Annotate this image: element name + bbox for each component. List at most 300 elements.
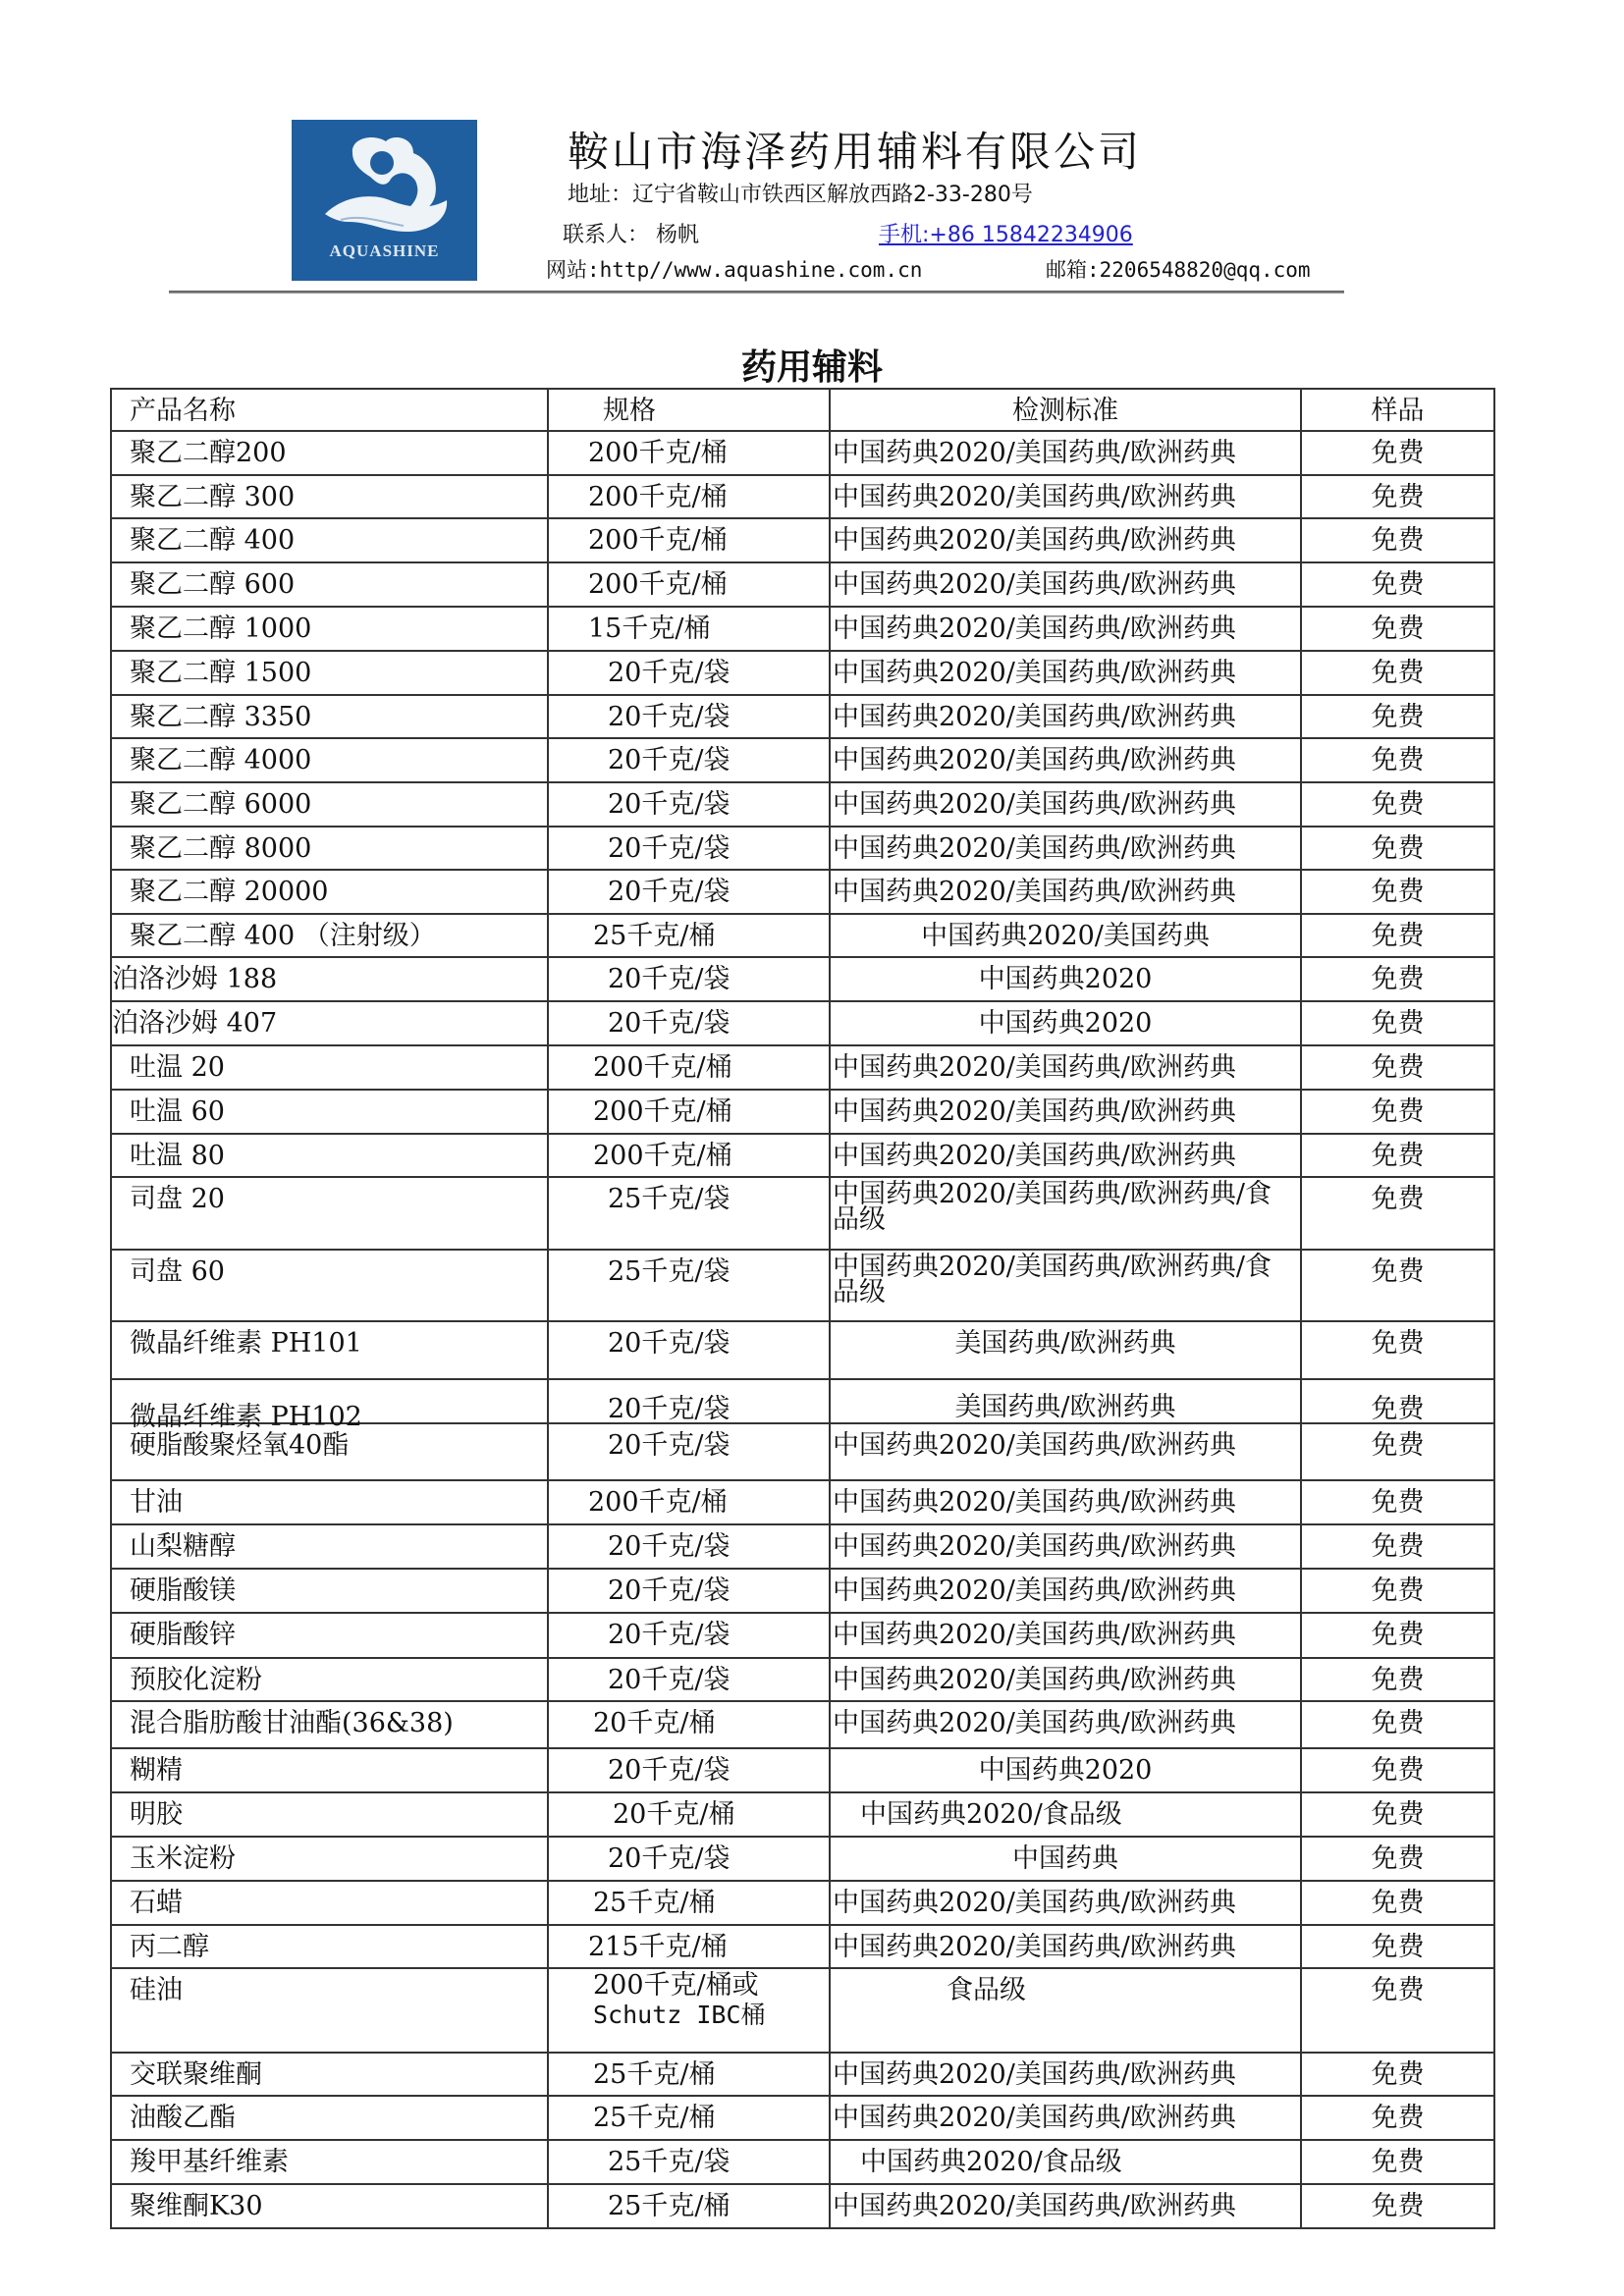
table-row [110,1838,1495,1882]
product-name: 山梨糖醇 [130,1531,236,1562]
product-name: 聚乙二醇 1500 [130,658,312,688]
table-row [110,958,1495,1002]
product-standard-cell [831,1614,1302,1657]
table-row [110,1702,1495,1749]
product-spec-cell [549,432,831,474]
product-spec: 200千克/桶 [588,438,728,468]
product-name-cell [110,958,549,1000]
product-spec: 20千克/桶 [613,1799,735,1830]
product-spec-cell [549,2185,831,2227]
table-row [110,2097,1495,2141]
product-spec-cell [549,871,831,913]
product-spec-cell [549,1969,831,2052]
website: 网站:http//www.aquashine.com.cn [546,258,923,282]
company-address: 地址：辽宁省鞍山市铁西区解放西路2-33-280号 [568,183,1033,207]
product-standard: 中国药典2020/食品级 [860,2147,1122,2177]
product-name-cell [110,1135,549,1176]
table-row [110,1091,1495,1135]
product-name: 司盘 20 [130,1184,225,1214]
product-standard: 中国药典2020/美国药典/欧洲药典 [833,2103,1236,2133]
product-name-cell [110,1749,549,1791]
product-sample-cell [1302,1614,1495,1657]
product-sample-cell [1302,739,1495,781]
product-name-cell [110,1969,549,2052]
product-standard-cell [831,1322,1302,1378]
product-spec-cell [549,1702,831,1747]
product-spec: 200千克/桶 [593,1096,732,1127]
sample-status: 免费 [1371,964,1425,994]
product-sample-cell [1302,783,1495,826]
table-row [110,2185,1495,2229]
product-spec-cell [549,563,831,606]
product-standard: 中国药典2020/美国药典/欧洲药典 [833,877,1236,907]
contact-person: 联系人： 杨帆 [563,223,699,247]
product-standard-cell [831,1135,1302,1176]
product-spec-cell [549,476,831,517]
product-name-cell [110,1046,549,1089]
product-spec: 20千克/袋 [608,1008,731,1039]
header-product-name [110,390,549,430]
product-spec-cell [549,958,831,1000]
table-row [110,915,1495,958]
product-spec-cell [549,1838,831,1880]
product-standard: 中国药典2020/美国药典/欧洲药典 [833,702,1236,732]
company-logo [292,120,477,281]
sample-status: 免费 [1371,482,1425,512]
sample-status: 免费 [1371,1430,1425,1461]
product-name-cell [110,696,549,737]
product-name-cell [110,783,549,826]
product-spec: 215千克/桶 [588,1932,728,1962]
product-standard-cell [831,476,1302,517]
header-standard [831,390,1302,430]
product-name-cell [110,2141,549,2183]
table-row [110,696,1495,739]
product-name-cell [110,1838,549,1880]
product-sample-cell [1302,1702,1495,1747]
table-row [110,1749,1495,1793]
product-name-cell [110,519,549,561]
product-name-cell [110,1380,549,1432]
product-name: 硬脂酸镁 [130,1575,236,1606]
sample-status: 免费 [1371,2147,1425,2177]
product-standard: 中国药典2020/美国药典/欧洲药典 [833,745,1236,775]
product-spec: 25千克/桶 [593,1888,716,1918]
product-standard: 中国药典2020 [978,964,1153,994]
product-spec-cell [549,1424,831,1479]
product-name: 聚乙二醇 20000 [130,877,329,907]
product-standard: 中国药典2020/美国药典/欧洲药典 [833,2059,1236,2090]
product-name-cell [110,1322,549,1378]
sample-status: 免费 [1371,525,1425,556]
product-standard-cell [831,1702,1302,1747]
product-standard: 中国药典2020/美国药典/欧洲药典 [833,482,1236,512]
product-name-cell [110,871,549,913]
product-standard-cell [831,432,1302,474]
product-standard: 中国药典2020/美国药典/欧洲药典 [833,789,1236,820]
product-standard: 中国药典2020/美国药典/欧洲药典 [833,1430,1236,1461]
product-sample-cell [1302,1380,1495,1422]
product-name: 羧甲基纤维素 [130,2147,289,2177]
table-header [110,388,1495,432]
sample-status: 免费 [1371,789,1425,820]
table-row [110,1251,1495,1322]
product-standard: 中国药典2020/美国药典/欧洲药典 [833,1531,1236,1562]
product-sample-cell [1302,1251,1495,1320]
product-standard-cell [831,1091,1302,1133]
sample-status: 免费 [1371,1096,1425,1127]
product-standard: 中国药典2020/食品级 [860,1799,1122,1830]
product-spec-cell [549,1178,831,1249]
product-sample-cell [1302,2141,1495,2183]
product-spec-cell [549,1570,831,1612]
table-row [110,608,1495,652]
sample-status: 免费 [1371,658,1425,688]
sample-status: 免费 [1371,1888,1425,1918]
product-standard: 中国药典2020/美国药典/欧洲药典 [833,438,1236,468]
sample-status: 免费 [1371,1141,1425,1171]
product-standard-cell [831,1380,1302,1422]
product-spec: 20千克/袋 [608,1843,731,1874]
product-spec-cell [549,1614,831,1657]
product-standard: 中国药典2020/美国药典/欧洲药典 [833,1052,1236,1083]
product-name-cell [110,476,549,517]
table-row [110,432,1495,476]
product-spec-cell [549,1926,831,1967]
product-name: 硬脂酸聚烃氧40酯 [130,1430,350,1461]
product-sample-cell [1302,1481,1495,1523]
product-name: 丙二醇 [130,1932,209,1962]
product-name-cell [110,1091,549,1133]
product-spec-cell [549,2097,831,2139]
product-standard: 中国药典2020/美国药典/欧洲药典 [833,569,1236,600]
product-name: 泊洛沙姆 188 [112,964,278,994]
product-standard-cell [831,1926,1302,1967]
product-name: 聚乙二醇 400 （注射级） [130,921,436,951]
product-spec-cell [549,1380,831,1422]
phone-link[interactable]: 手机:+86 15842234906 [879,223,1133,247]
product-name: 聚乙二醇200 [130,438,287,468]
product-sample-cell [1302,432,1495,474]
product-name-cell [110,828,549,869]
table-row [110,1481,1495,1525]
sample-status: 免费 [1371,1531,1425,1562]
product-spec-cell [549,783,831,826]
product-spec: 200千克/桶 [588,1487,728,1518]
product-spec-cell [549,1322,831,1378]
product-standard-cell [831,828,1302,869]
sample-status: 免费 [1371,702,1425,732]
product-spec: 20千克/袋 [608,745,731,775]
table-row [110,1135,1495,1178]
product-spec: 200千克/桶 [588,482,728,512]
column-header-label: 检测标准 [1012,396,1118,426]
product-name-cell [110,1702,549,1747]
company-name: 鞍山市海泽药用辅料有限公司 [568,128,1143,176]
product-spec-cell [549,1046,831,1089]
product-spec: 20千克/袋 [608,1575,731,1606]
product-standard-cell [831,2141,1302,2183]
product-name-cell [110,608,549,650]
product-name-cell [110,1424,549,1479]
sample-status: 免费 [1371,1975,1425,2005]
product-standard: 中国药典2020/美国药典/欧洲药典 [833,833,1236,864]
sample-status: 免费 [1371,833,1425,864]
table-row [110,1659,1495,1702]
document-title [0,340,1624,390]
product-spec-cell [549,608,831,650]
table-row [110,652,1495,696]
sample-status: 免费 [1371,1008,1425,1039]
product-standard-cell [831,696,1302,737]
sample-status: 免费 [1371,614,1425,644]
product-spec: 200千克/桶 [588,569,728,600]
product-standard: 中国药典2020/美国药典/欧洲药典 [833,1620,1236,1650]
product-spec: 20千克/袋 [608,1394,731,1424]
product-name-cell [110,1614,549,1657]
product-spec: 20千克/桶 [593,1708,716,1738]
product-sample-cell [1302,1091,1495,1133]
product-name: 预胶化淀粉 [130,1665,262,1695]
product-standard: 中国药典2020/美国药典/欧洲药典 [833,1575,1236,1606]
product-standard: 中国药典2020/美国药典/欧洲药典 [833,614,1236,644]
table-row [110,1882,1495,1926]
product-name-cell [110,739,549,781]
product-spec: 20千克/袋 [608,877,731,907]
product-standard: 美国药典/欧洲药典 [954,1392,1176,1422]
product-name-cell [110,1882,549,1924]
product-sample-cell [1302,696,1495,737]
product-sample-cell [1302,1002,1495,1044]
product-standard-cell [831,739,1302,781]
product-standard-cell [831,519,1302,561]
document-title-text: 药用辅料 [740,347,883,388]
sample-status: 免费 [1371,1328,1425,1359]
product-sample-cell [1302,563,1495,606]
product-standard-cell [831,1046,1302,1089]
table-row [110,1002,1495,1046]
sample-status: 免费 [1371,1665,1425,1695]
product-standard: 中国药典2020/美国药典/欧洲药典 [833,525,1236,556]
product-name: 聚乙二醇 400 [130,525,296,556]
product-name-cell [110,1793,549,1836]
product-standard: 中国药典2020/美国药典/欧洲药典/食品级 [833,1179,1272,1235]
product-standard: 中国药典2020/美国药典/欧洲药典 [833,1888,1236,1918]
product-name: 泊洛沙姆 407 [112,1008,278,1039]
product-name: 聚乙二醇 600 [130,569,296,600]
table-row [110,1322,1495,1380]
product-name-cell [110,1481,549,1523]
product-standard-cell [831,1659,1302,1700]
product-spec-cell [549,1749,831,1791]
product-spec: 25千克/桶 [593,2103,716,2133]
product-standard-cell [831,563,1302,606]
product-standard: 美国药典/欧洲药典 [954,1328,1176,1359]
product-spec-cell [549,739,831,781]
product-sample-cell [1302,828,1495,869]
product-sample-cell [1302,2185,1495,2227]
product-standard-cell [831,2097,1302,2139]
product-name: 混合脂肪酸甘油酯(36&38) [130,1708,454,1738]
product-sample-cell [1302,1838,1495,1880]
product-sample-cell [1302,1424,1495,1479]
product-spec: 25千克/桶 [593,2059,716,2090]
product-standard: 中国药典2020/美国药典/欧洲药典 [833,1141,1236,1171]
sample-status: 免费 [1371,1575,1425,1606]
product-name: 聚乙二醇 4000 [130,745,312,775]
product-name-cell [110,1251,549,1320]
product-name: 聚乙二醇 6000 [130,789,312,820]
sample-status: 免费 [1371,745,1425,775]
product-spec: 20千克/袋 [608,789,731,820]
product-name: 聚维酮K30 [130,2191,263,2221]
header-sample [1302,390,1495,430]
sample-status: 免费 [1371,1755,1425,1786]
product-name: 硬脂酸锌 [130,1620,236,1650]
product-name: 油酸乙酯 [130,2103,236,2133]
product-spec-cell [549,1793,831,1836]
product-name: 玉米淀粉 [130,1843,236,1874]
product-sample-cell [1302,2054,1495,2095]
product-sample-cell [1302,1525,1495,1568]
product-spec: 25千克/桶 [593,921,716,951]
product-sample-cell [1302,519,1495,561]
sample-status: 免费 [1371,921,1425,951]
product-sample-cell [1302,476,1495,517]
product-spec-cell [549,828,831,869]
product-standard-cell [831,652,1302,694]
product-spec: 15千克/桶 [588,614,711,644]
product-sample-cell [1302,1969,1495,2052]
product-standard-cell [831,1749,1302,1791]
sample-status: 免费 [1371,1052,1425,1083]
table-row [110,476,1495,519]
product-standard-cell [831,1002,1302,1044]
product-standard: 中国药典 [1012,1843,1118,1874]
product-spec-cell [549,652,831,694]
product-standard: 中国药典2020 [978,1755,1153,1786]
product-standard-cell [831,1882,1302,1924]
table-row [110,1614,1495,1659]
product-name: 甘油 [130,1487,183,1518]
product-spec-cell [549,1135,831,1176]
product-name: 聚乙二醇 300 [130,482,296,512]
product-standard-cell [831,1251,1302,1320]
sample-status: 免费 [1371,1620,1425,1650]
product-spec: 25千克/袋 [608,1184,731,1214]
column-header-label: 规格 [603,396,656,426]
product-standard-cell [831,1481,1302,1523]
product-sample-cell [1302,871,1495,913]
product-name: 聚乙二醇 1000 [130,614,312,644]
product-sample-cell [1302,1749,1495,1791]
product-sample-cell [1302,1178,1495,1249]
product-sample-cell [1302,958,1495,1000]
product-sample-cell [1302,1135,1495,1176]
product-name: 交联聚维酮 [130,2059,262,2090]
table-row [110,1793,1495,1838]
sample-status: 免费 [1371,1256,1425,1287]
sample-status: 免费 [1371,1487,1425,1518]
product-standard: 食品级 [947,1975,1026,2005]
product-sample-cell [1302,2097,1495,2139]
product-standard-cell [831,1793,1302,1836]
header-spec [549,390,831,430]
product-name-cell [110,1659,549,1700]
product-spec: 200千克/桶 [588,525,728,556]
product-name: 吐温 20 [130,1052,225,1083]
table-row [110,2141,1495,2185]
product-spec-alt: Schutz IBC桶 [593,2001,766,2029]
table-row [110,783,1495,828]
table-row [110,519,1495,563]
product-standard-cell [831,1838,1302,1880]
product-name-cell [110,563,549,606]
sample-status: 免费 [1371,1708,1425,1738]
product-spec: 20千克/袋 [608,1531,731,1562]
table-row [110,1969,1495,2054]
product-standard-cell [831,1969,1302,2052]
product-spec: 20千克/袋 [608,1755,731,1786]
table-row [110,1570,1495,1614]
product-name: 硅油 [130,1975,183,2005]
column-header-label: 样品 [1371,396,1425,426]
product-name-cell [110,2054,549,2095]
sample-status: 免费 [1371,569,1425,600]
product-spec-cell [549,519,831,561]
header-divider [169,291,1344,294]
product-standard-cell [831,915,1302,956]
product-sample-cell [1302,608,1495,650]
product-spec: 20千克/袋 [608,1665,731,1695]
table-row [110,739,1495,783]
product-spec: 20千克/袋 [608,658,731,688]
product-spec-cell [549,2054,831,2095]
product-spec: 200千克/桶 [593,1141,732,1171]
product-standard: 中国药典2020/美国药典/欧洲药典 [833,658,1236,688]
product-sample-cell [1302,1793,1495,1836]
sample-status: 免费 [1371,1394,1425,1424]
product-standard: 中国药典2020/美国药典/欧洲药典 [833,1665,1236,1695]
product-standard-cell [831,958,1302,1000]
table-row [110,1380,1495,1432]
product-standard-cell [831,1570,1302,1612]
product-spec: 25千克/袋 [608,1256,731,1287]
product-name: 吐温 80 [130,1141,225,1171]
product-standard-cell [831,2185,1302,2227]
product-standard-cell [831,871,1302,913]
product-standard-cell [831,1178,1302,1249]
product-sample-cell [1302,1570,1495,1612]
product-standard-cell [831,1525,1302,1568]
sample-status: 免费 [1371,2059,1425,2090]
product-sample-cell [1302,915,1495,956]
product-spec: 20千克/袋 [608,964,731,994]
product-spec-cell [549,696,831,737]
table-row [110,563,1495,608]
product-name: 司盘 60 [130,1256,225,1287]
product-sample-cell [1302,1659,1495,1700]
product-name-cell [110,1525,549,1568]
product-spec: 20千克/袋 [608,702,731,732]
product-sample-cell [1302,1322,1495,1378]
product-standard-cell [831,608,1302,650]
product-spec-cell [549,2141,831,2183]
table-row [110,871,1495,915]
sample-status: 免费 [1371,2103,1425,2133]
sample-status: 免费 [1371,1184,1425,1214]
product-spec-cell [549,1882,831,1924]
